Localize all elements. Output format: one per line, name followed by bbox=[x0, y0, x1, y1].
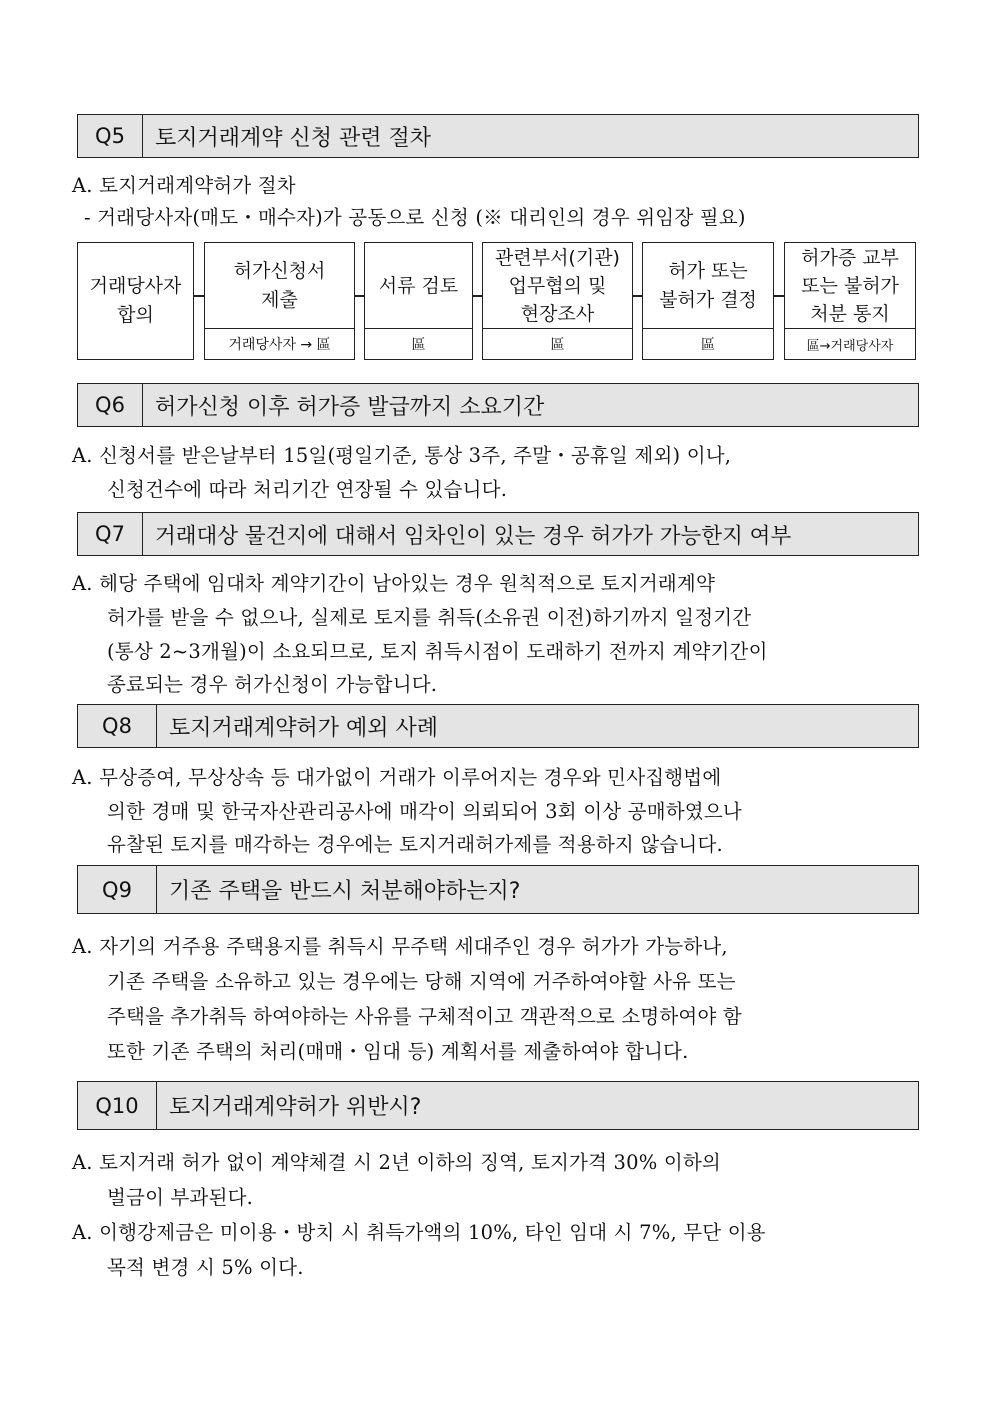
q7-number: Q7 bbox=[78, 513, 143, 555]
q10-answer-line: A. 토지거래 허가 없이 계약체결 시 2년 이하의 징역, 토지가격 30% 이하의 bbox=[72, 1151, 721, 1174]
flow-step-1 bbox=[77, 242, 194, 360]
flow-step-6-line-3: 처분 통지 bbox=[810, 303, 890, 325]
flow-step-5-line-2: 불허가 결정 bbox=[659, 289, 757, 311]
q8-answer-line: 의한 경매 및 한국자산관리공사에 매각이 의뢰되어 3회 이상 공매하였으나 bbox=[107, 800, 742, 823]
q5-number: Q5 bbox=[78, 115, 143, 157]
flow-step-4-line-3: 현장조사 bbox=[520, 303, 595, 325]
flow-step-4 bbox=[482, 242, 633, 360]
q8-header bbox=[77, 704, 919, 748]
q6-number: Q6 bbox=[78, 384, 143, 426]
q9-answer-line: 기존 주택을 소유하고 있는 경우에는 당해 지역에 거주하여야할 사유 또는 bbox=[107, 970, 736, 993]
flow-step-6-line-1: 허가증 교부 bbox=[801, 247, 899, 269]
flow-step-4-actor: 區 bbox=[483, 328, 632, 359]
q9-answer-line: A. 자기의 거주용 주택용지를 취득시 무주택 세대주인 경우 허가가 가능하나, bbox=[72, 935, 728, 958]
flow-step-5 bbox=[642, 242, 774, 360]
flow-step-3-line-1: 서류 검토 bbox=[378, 274, 459, 297]
flow-step-6 bbox=[784, 242, 916, 360]
q7-answer-line: A. 헤당 주택에 임대차 계약기간이 남아있는 경우 원칙적으로 토지거래계약 bbox=[72, 572, 715, 595]
q6-header bbox=[77, 383, 919, 427]
q6-title: 허가신청 이후 허가증 발급까지 소요기간 bbox=[155, 394, 545, 420]
q9-answer-line: 또한 기존 주택의 처리(매매・임대 등) 계획서를 제출하여야 합니다. bbox=[107, 1040, 689, 1063]
flow-step-4-line-1: 관련부서(기관) bbox=[495, 247, 620, 269]
q5-header bbox=[77, 114, 919, 158]
q9-header bbox=[77, 865, 919, 914]
q9-title: 기존 주택을 반드시 처분해야하는지? bbox=[169, 879, 521, 904]
flow-connector bbox=[633, 295, 642, 297]
q7-answer-line: 허가를 받을 수 없으나, 실제로 토지를 취득(소유권 이전)하기까지 일정기간 bbox=[107, 606, 752, 629]
flow-step-5-line-1: 허가 또는 bbox=[668, 260, 748, 282]
flow-step-1-line-1: 거래당사자 bbox=[89, 275, 182, 297]
q9-answer-line: 주택을 추가취득 하여야하는 사유를 구체적이고 객관적으로 소명하여야 함 bbox=[107, 1005, 742, 1028]
flow-step-2 bbox=[204, 242, 355, 360]
q6-answer-line: 신청건수에 따라 처리기간 연장될 수 있습니다. bbox=[107, 478, 508, 501]
flow-step-2-line-2: 제출 bbox=[261, 289, 298, 311]
q7-header bbox=[77, 512, 919, 556]
q8-answer-line: 유찰된 토지를 매각하는 경우에는 토지거래허가제를 적용하지 않습니다. bbox=[107, 833, 723, 856]
q8-title: 토지거래계약허가 예외 사례 bbox=[169, 715, 439, 741]
q7-answer-line: 종료되는 경우 허가신청이 가능합니다. bbox=[107, 673, 438, 696]
q6-answer-line: A. 신청서를 받은날부터 15일(평일기준, 통상 3주, 주말・공휴일 제외) 이나, bbox=[72, 444, 732, 467]
flow-step-6-line-2: 또는 불허가 bbox=[801, 275, 899, 297]
flow-step-2-line-1: 허가신청서 bbox=[233, 260, 326, 282]
q8-answer-line: A. 무상증여, 무상상속 등 대가없이 거래가 이루어지는 경우와 민사집행법에 bbox=[72, 766, 722, 789]
flow-step-6-actor: 區→거래당사자 bbox=[785, 328, 915, 359]
q10-answer-line: 목적 변경 시 5% 이다. bbox=[107, 1256, 304, 1279]
flow-connector bbox=[473, 295, 482, 297]
q8-number: Q8 bbox=[78, 705, 157, 747]
q5-sub: - 거래당사자(매도・매수자)가 공동으로 신청 (※ 대리인의 경우 위임장 필요) bbox=[84, 206, 746, 229]
q10-answer-line: 벌금이 부과된다. bbox=[107, 1186, 254, 1209]
q7-answer-line: (통상 2~3개월)이 소요되므로, 토지 취득시점이 도래하기 전까지 계약기간이 bbox=[107, 640, 768, 663]
q5-title: 토지거래계약 신청 관련 절차 bbox=[155, 125, 432, 151]
q10-answer-line: A. 이행강제금은 미이용・방치 시 취득가액의 10%, 타인 임대 시 7%, 무단 이용 bbox=[72, 1221, 766, 1244]
flow-connector bbox=[774, 295, 784, 297]
q9-number: Q9 bbox=[78, 866, 157, 913]
flow-step-3 bbox=[364, 242, 473, 360]
q10-header bbox=[77, 1081, 919, 1130]
flow-connector bbox=[355, 295, 364, 297]
flow-step-1-line-2: 합의 bbox=[117, 304, 154, 326]
q10-title: 토지거래계약허가 위반시? bbox=[169, 1095, 422, 1120]
flow-step-4-line-2: 업무협의 및 bbox=[508, 275, 607, 297]
q10-number: Q10 bbox=[78, 1082, 157, 1129]
flow-step-3-actor: 區 bbox=[365, 328, 472, 359]
flow-step-5-actor: 區 bbox=[643, 328, 773, 359]
flow-connector bbox=[194, 295, 204, 297]
q7-title: 거래대상 물건지에 대해서 임차인이 있는 경우 허가가 가능한지 여부 bbox=[155, 523, 792, 549]
flow-step-2-actor: 거래당사자 → 區 bbox=[205, 328, 354, 359]
q5-answer: A. 토지거래계약허가 절차 bbox=[72, 174, 296, 197]
